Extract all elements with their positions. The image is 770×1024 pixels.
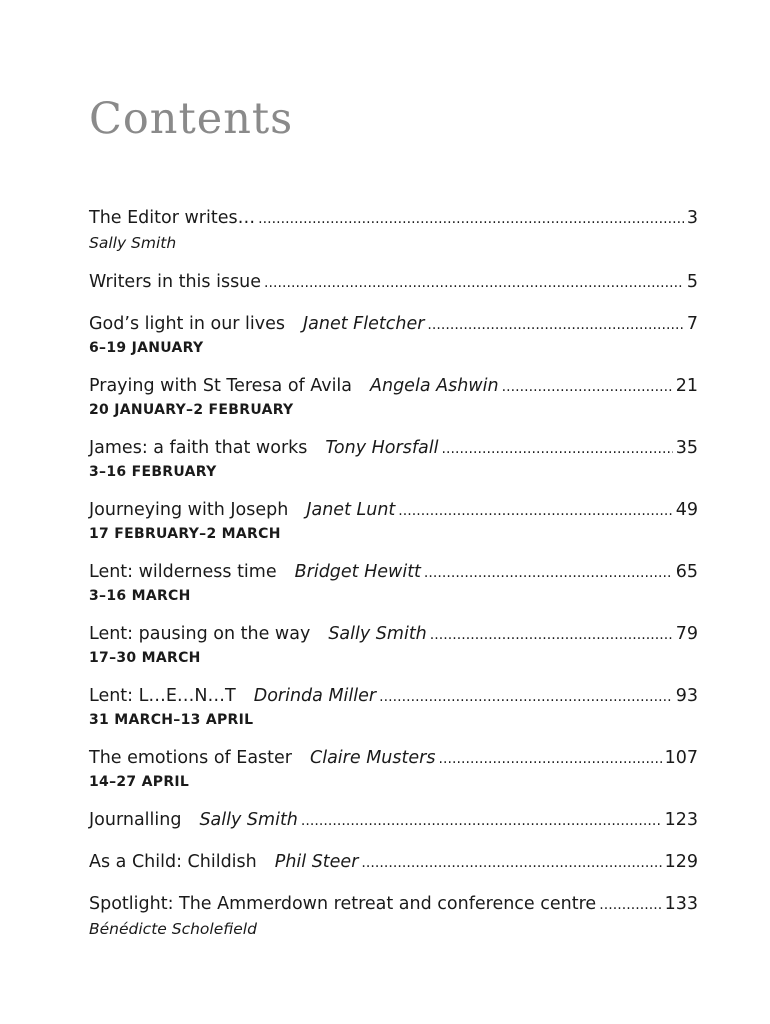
dot-leader [379, 684, 673, 710]
toc-entry-dates: 20 JANUARY–2 FEBRUARY [89, 402, 294, 418]
dot-leader [264, 270, 684, 296]
dot-leader [427, 312, 683, 338]
toc-entry [89, 270, 698, 296]
toc-entry-page-number: 7 [686, 314, 698, 334]
dot-leader [438, 746, 661, 772]
toc-entry [89, 206, 698, 254]
dot-leader [301, 808, 662, 834]
toc-entry-author: Janet Lunt [306, 500, 396, 520]
dot-leader [430, 622, 673, 648]
toc-entry-title: Lent: L…E…N…T [89, 686, 236, 706]
page-title: Contents [89, 94, 294, 144]
toc-entry-author: Janet Fletcher [303, 314, 425, 334]
toc-entry-line [89, 684, 698, 710]
toc-entry [89, 312, 698, 358]
dot-leader [398, 498, 672, 524]
dot-leader [361, 850, 661, 876]
toc-entry-dates: 17–30 MARCH [89, 650, 201, 666]
toc-entry-line [89, 498, 698, 524]
toc-entry-title: Lent: wilderness time [89, 562, 277, 582]
toc-entry-line [89, 312, 698, 338]
toc-entry [89, 808, 698, 834]
toc-entry-dates: 14–27 APRIL [89, 774, 190, 790]
toc-entry-line [89, 850, 698, 876]
toc-entry [89, 622, 698, 668]
toc-entry-page-number: 35 [675, 438, 698, 458]
toc-entry [89, 684, 698, 730]
toc-entry-page-number: 65 [675, 562, 698, 582]
dot-leader [441, 436, 672, 462]
toc-entry-page-number: 107 [664, 748, 698, 768]
toc-entry-page-number: 129 [664, 852, 698, 872]
toc-entry-author: Phil Steer [274, 852, 359, 872]
toc-entry-title: Spotlight: The Ammerdown retreat and conference centre [89, 894, 597, 914]
toc-entry-line [89, 560, 698, 586]
toc-entry-line [89, 622, 698, 648]
toc-entry-page-number: 21 [675, 376, 698, 396]
dot-leader [599, 892, 661, 918]
toc-entry-title: Writers in this issue [89, 272, 262, 292]
toc-entry-author: Bénédicte Scholefield [89, 920, 257, 938]
toc-entry-author: Sally Smith [328, 624, 427, 644]
toc-entry-author: Dorinda Miller [253, 686, 377, 706]
toc-entry-page-number: 5 [686, 272, 698, 292]
toc-entry [89, 498, 698, 544]
table-of-contents [89, 206, 698, 956]
toc-entry-dates: 31 MARCH–13 APRIL [89, 712, 254, 728]
dot-leader [424, 560, 673, 586]
toc-entry-dates: 3–16 FEBRUARY [89, 464, 217, 480]
toc-entry-author: Sally Smith [89, 234, 177, 252]
toc-entry-title: The Editor writes… [89, 208, 256, 228]
toc-entry-page-number: 123 [664, 810, 698, 830]
toc-entry-page-number: 133 [664, 894, 698, 914]
toc-entry-title: James: a faith that works [89, 438, 308, 458]
toc-entry-dates: 6–19 JANUARY [89, 340, 204, 356]
toc-entry-line [89, 808, 698, 834]
toc-entry [89, 746, 698, 792]
toc-entry-dates: 17 FEBRUARY–2 MARCH [89, 526, 281, 542]
toc-entry-line [89, 436, 698, 462]
toc-entry-title: Journalling [89, 810, 182, 830]
toc-entry-line [89, 270, 698, 296]
toc-entry [89, 850, 698, 876]
toc-entry-page-number: 93 [675, 686, 698, 706]
toc-entry-title: Journeying with Joseph [89, 500, 289, 520]
toc-entry-dates: 3–16 MARCH [89, 588, 191, 604]
toc-entry-line [89, 746, 698, 772]
toc-entry-author: Bridget Hewitt [294, 562, 421, 582]
toc-entry-author: Sally Smith [199, 810, 298, 830]
toc-entry [89, 436, 698, 482]
dot-leader [258, 206, 684, 232]
toc-entry-title: God’s light in our lives [89, 314, 286, 334]
toc-entry-author: Claire Musters [310, 748, 436, 768]
toc-entry-page-number: 49 [675, 500, 698, 520]
toc-entry-line [89, 206, 698, 232]
toc-entry-title: As a Child: Childish [89, 852, 257, 872]
toc-entry [89, 374, 698, 420]
toc-entry-page-number: 79 [675, 624, 698, 644]
toc-entry-title: Lent: pausing on the way [89, 624, 311, 644]
toc-entry [89, 892, 698, 940]
toc-entry-title: The emotions of Easter [89, 748, 292, 768]
toc-entry-author: Tony Horsfall [325, 438, 439, 458]
dot-leader [502, 374, 673, 400]
toc-entry-page-number: 3 [686, 208, 698, 228]
toc-entry-title: Praying with St Teresa of Avila [89, 376, 353, 396]
toc-entry-line [89, 892, 698, 918]
toc-entry [89, 560, 698, 606]
toc-entry-author: Angela Ashwin [370, 376, 499, 396]
toc-entry-line [89, 374, 698, 400]
